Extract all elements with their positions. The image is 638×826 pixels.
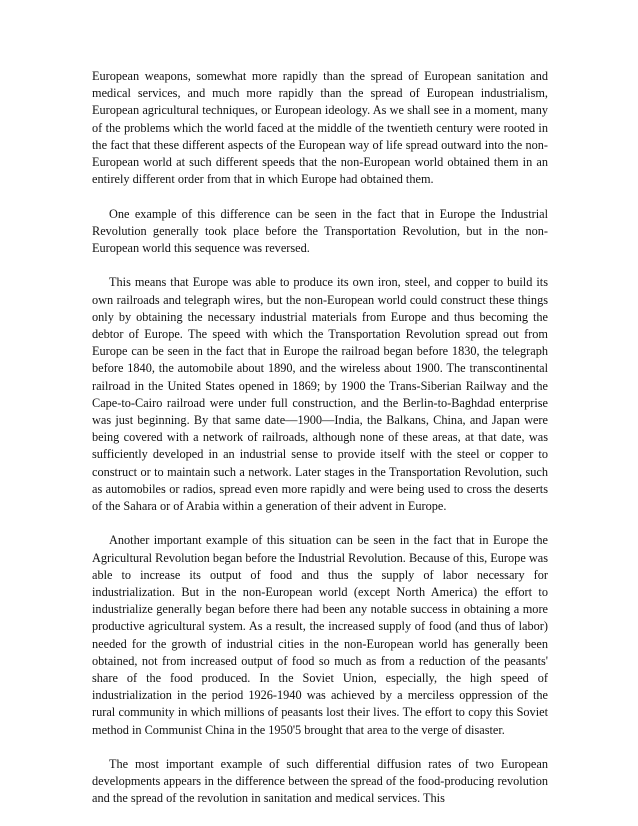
document-page xyxy=(92,68,548,808)
paragraph-5: The most important example of such differential diffusion rates of two European developments appears in the difference between the spread of the food-producing revolution and the spread of the revolution in sanitation and medical services. This xyxy=(92,757,548,806)
paragraph-3: This means that Europe was able to produce its own iron, steel, and copper to build its own railroads and telegraph wires, but the non-European world could construct these things only by obtaining the necessary industrial materials from Europe and thus becoming the debtor of Europe. The speed with which the Transportation Revolution spread out from Europe can be seen in the fact that in Europe the railroad began before 1830, the telegraph before 1840, the automobile about 1890, and the wireless about 1900. The transcontinental railroad in the United States opened in 1869; by 1900 the Trans-Siberian Railway and the Cape-to-Cairo railroad were under full construction, and the Berlin-to-Baghdad enterprise was just beginning. By that same date—1900—India, the Balkans, China, and Japan were being covered with a network of railroads, although none of these areas, at that date, was sufficiently developed in an industrial sense to provide itself with the steel or copper to construct or to maintain such a network. Later stages in the Transportation Revolution, such as automobiles or radios, spread even more rapidly and were being used to cross the deserts of the Sahara or of Arabia within a generation of their advent in Europe. xyxy=(92,275,548,514)
paragraph-2: One example of this difference can be seen in the fact that in Europe the Industrial Revolution generally took place before the Transportation Revolution, but in the non-European world this sequence was reversed. xyxy=(92,206,548,256)
paragraph-1: European weapons, somewhat more rapidly than the spread of European sanitation and medical services, and much more rapidly than the spread of European industrialism, European agricultural techniques, or European ideology. As we shall see in a moment, many of the problems which the world faced at the middle of the twentieth century were rooted in the fact that these different aspects of the European way of life spread outward into the non-European world at such different speeds that the non-European world obtained them in an entirely different order from that in which Europe had obtained them. xyxy=(92,69,548,187)
paragraph-4: Another important example of this situation can be seen in the fact that in Europe the Agricultural Revolution began before the Industrial Revolution. Because of this, Europe was able to increase its output of food and thus the supply of labor necessary for industrialization. But in the non-European world (except North America) the effort to industrialize generally began before there had been any notable success in obtaining a more productive agricultural system. As a result, the increased supply of food (and thus of labor) needed for the growth of industrial cities in the non-European world has generally been obtained, not from increased output of food so much as from a reduction of the peasants' share of the food produced. In the Soviet Union, especially, the high speed of industrialization in the period 1926-1940 was achieved by a merciless oppression of the rural community in which millions of peasants lost their lives. The effort to copy this Soviet method in Communist China in the 1950'5 brought that area to the verge of disaster. xyxy=(92,533,548,737)
